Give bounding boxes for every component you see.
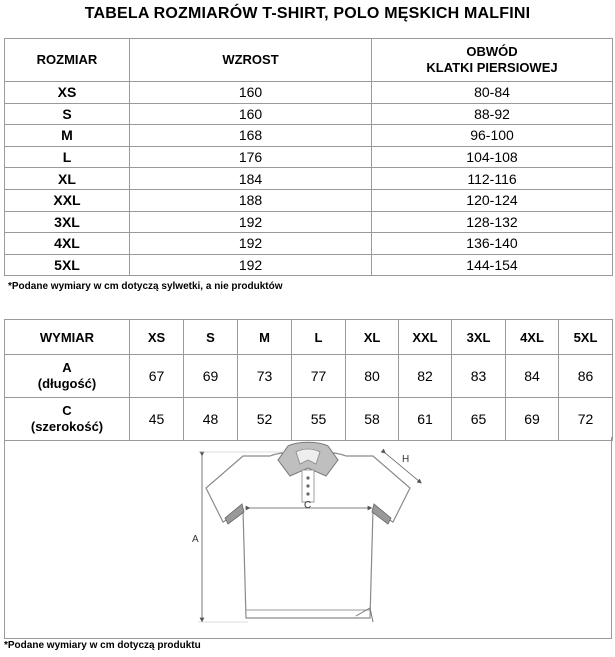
cell-chest: 144-154 [372,254,613,276]
header-chest [372,39,613,82]
row-name: (długość) [37,376,97,391]
cell-size: L [5,146,130,168]
cell-size: 5XL [5,254,130,276]
header-height: WZROST [130,39,372,82]
cell-value: 61 [399,398,452,441]
cell-height: 184 [130,168,372,190]
header-size: ROZMIAR [5,39,130,82]
header-size-xs: XS [130,320,184,355]
dimension-table [4,319,613,441]
cell-value: 65 [452,398,506,441]
cell-value: 55 [292,398,346,441]
header-dimension: WYMIAR [5,320,130,355]
dimension-table-note: *Podane wymiary w cm dotyczą produktu [4,640,201,651]
cell-height: 192 [130,233,372,255]
dimension-table-row [5,355,613,398]
cell-value: 69 [506,398,559,441]
size-table-row [5,103,613,125]
cell-value: 52 [238,398,292,441]
size-table-row [5,168,613,190]
header-size-xl: XL [346,320,399,355]
header-size-5xl: 5XL [559,320,613,355]
cell-height: 176 [130,146,372,168]
row-name: (szerokość) [30,419,104,434]
label-h: H [402,454,410,465]
cell-chest: 96-100 [372,125,613,147]
cell-value: 82 [399,355,452,398]
cell-value: 69 [184,355,238,398]
row-header [5,398,130,441]
cell-value: 58 [346,398,399,441]
cell-size: XS [5,82,130,104]
page-title: TABELA ROZMIARÓW T-SHIRT, POLO MĘSKICH MALFINI [84,5,531,22]
size-table-row [5,125,613,147]
header-size-4xl: 4XL [506,320,559,355]
size-table-row [5,146,613,168]
size-table-row [5,189,613,211]
cell-value: 48 [184,398,238,441]
cell-chest: 136-140 [372,233,613,255]
cell-value: 86 [559,355,613,398]
cell-height: 160 [130,82,372,104]
cell-value: 73 [238,355,292,398]
row-code: C [62,403,72,418]
cell-size: M [5,125,130,147]
cell-chest: 112-116 [372,168,613,190]
cell-size: S [5,103,130,125]
header-size-s: S [184,320,238,355]
dimension-table-row [5,398,613,441]
row-code: A [62,360,72,375]
size-table [4,38,613,276]
cell-height: 188 [130,189,372,211]
size-table-row [5,233,613,255]
cell-height: 168 [130,125,372,147]
header-chest-line1: OBWÓD [466,44,518,59]
label-a: A [192,534,199,545]
cell-size: XL [5,168,130,190]
cell-value: 72 [559,398,613,441]
size-table-header [5,39,613,82]
cell-height: 192 [130,211,372,233]
row-header [5,355,130,398]
header-size-3xl: 3XL [452,320,506,355]
cell-chest: 88-92 [372,103,613,125]
size-table-row [5,211,613,233]
cell-value: 45 [130,398,184,441]
dimension-table-header [5,320,613,355]
cell-chest: 80-84 [372,82,613,104]
cell-chest: 120-124 [372,189,613,211]
cell-height: 160 [130,103,372,125]
cell-value: 83 [452,355,506,398]
header-chest-line2: KLATKI PIERSIOWEJ [426,60,558,75]
cell-value: 77 [292,355,346,398]
size-table-row [5,254,613,276]
cell-chest: 104-108 [372,146,613,168]
label-c: C [304,500,312,511]
header-size-l: L [292,320,346,355]
cell-chest: 128-132 [372,211,613,233]
size-table-note: *Podane wymiary w cm dotyczą sylwetki, a nie produktów [8,281,283,292]
cell-height: 192 [130,254,372,276]
cell-size: 4XL [5,233,130,255]
cell-size: 3XL [5,211,130,233]
size-table-row [5,82,613,104]
polo-shirt-icon [188,438,428,638]
cell-value: 80 [346,355,399,398]
cell-value: 67 [130,355,184,398]
cell-size: XXL [5,189,130,211]
header-size-m: M [238,320,292,355]
cell-value: 84 [506,355,559,398]
header-size-xxl: XXL [399,320,452,355]
